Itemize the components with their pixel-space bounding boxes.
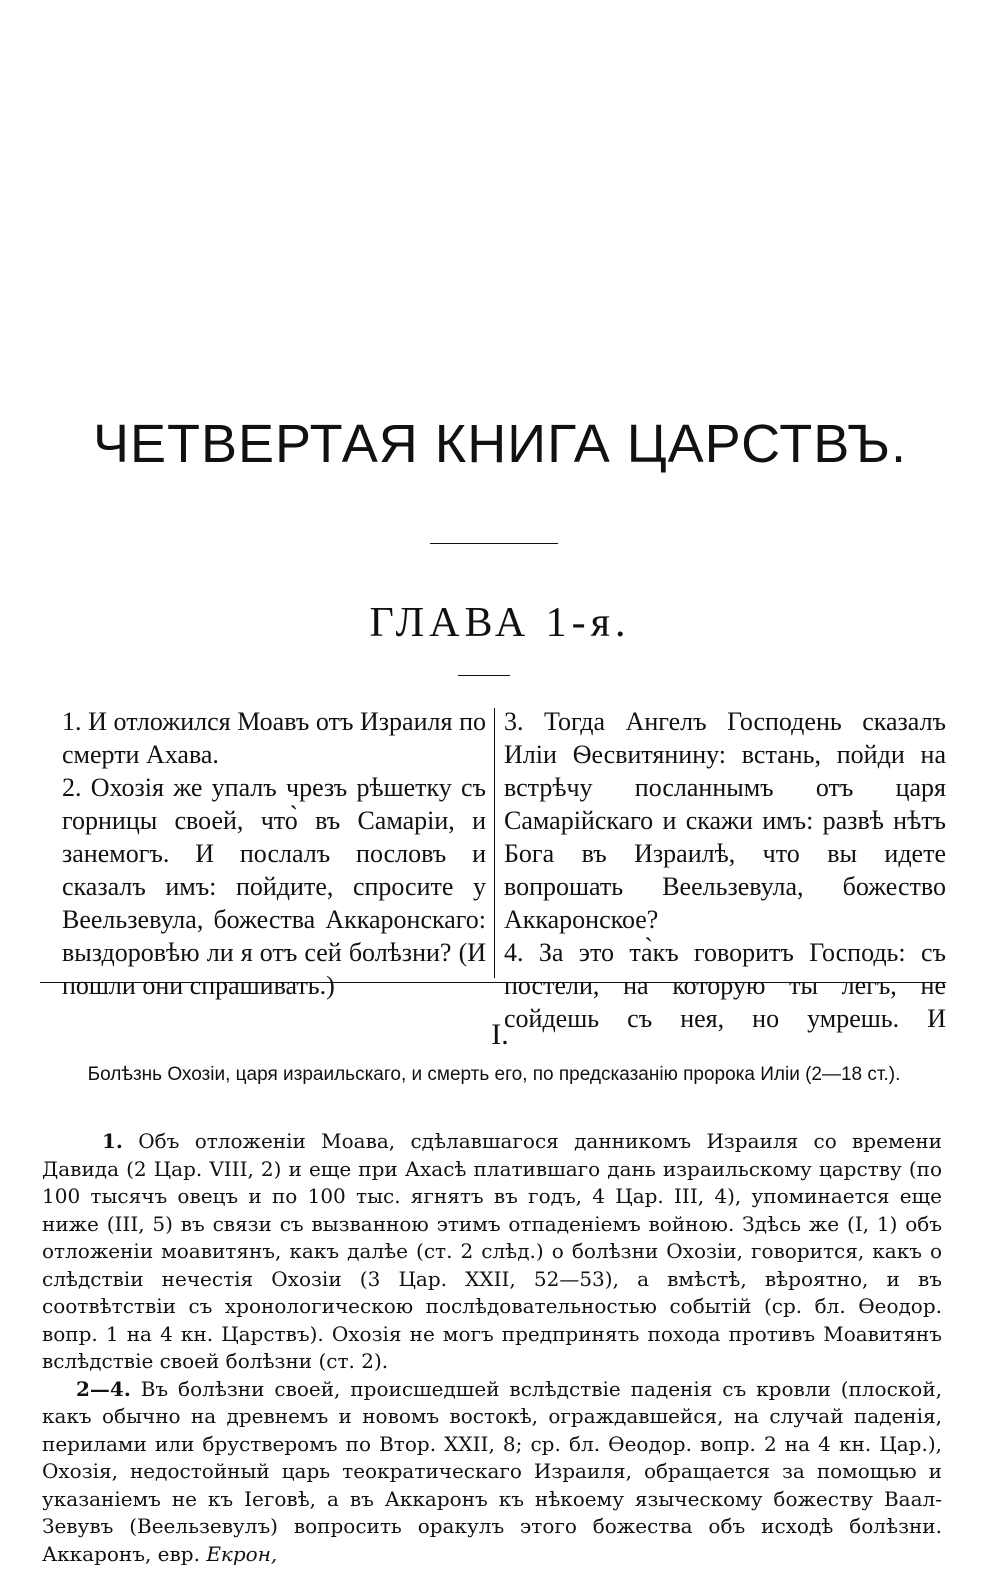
- text-column-right: [504, 705, 946, 1035]
- text-bottom-rule: [40, 982, 946, 983]
- commentary: [42, 1128, 942, 1568]
- section-number: I.: [491, 1018, 509, 1051]
- chapter-title: ГЛАВА 1-я.: [369, 600, 631, 646]
- chapter-rule: [458, 675, 510, 676]
- verse-1: 1. И отложился Моавъ отъ Израиля по смерти Ахава.: [62, 707, 486, 769]
- verse-4: 4. За это та̀къ говоритъ Господь: съ постели, на которую ты легъ, не сойдешь съ нея, но умрешь. И: [504, 938, 946, 1033]
- commentary-paragraph-2: [42, 1376, 942, 1569]
- book-title: ЧЕТВЕРТАЯ КНИГА ЦАРСТВЪ.: [92, 414, 908, 474]
- column-divider: [494, 708, 495, 978]
- section-heading: Болѣзнь Охозіи, царя израильскаго, и смерть его, по предсказанію пророка Иліи (2—18 ст.).: [87, 1064, 901, 1085]
- commentary-text: Въ болѣзни своей, происшедшей вслѣдствіе паденія съ кровли (плоской, какъ обычно на древнемъ и новомъ востокѣ, ограждавшейся, на случай паденія, перилами или брустверомъ по Втор. XXII, 8; ср. бл. Ѳеодор. вопр. 2 на 4 кн. Цар.), Охозія, недостойный царь теократическаго Израиля, обращается за помощью и указаніемъ не къ Іеговѣ, а въ Аккаронъ къ нѣкоему языческому божеству Ваал-Зевувъ (Веельзевулъ) вопросить оракулъ этого божества объ исходѣ болѣзни. Аккаронъ, евр.: [42, 1376, 943, 1566]
- verse-3: 3. Тогда Ангелъ Господень сказалъ Иліи Ѳесвитянину: встань, пойди на встрѣчу посланнымъ отъ царя Самарійскаго и скажи имъ: развѣ нѣтъ Бога въ Израилѣ, что вы идете вопрошать Веельзевула, божество Аккаронское?: [504, 707, 946, 934]
- title-rule: [430, 543, 558, 544]
- commentary-text: Объ отложеніи Моава, сдѣлавшагося данникомъ Израиля со времени Давида (2 Цар. VIII, 2) и еще при Ахасѣ платившаго дань израильскому царству (по 100 тысячъ овецъ и по 100 тыс. ягнятъ въ годъ, 4 Цар. III, 4), упоминается еще ниже (III, 5) въ связи съ вызванною этимъ отпаденіемъ войною. Здѣсь же (I, 1) объ отложеніи моавитянъ, какъ далѣе (ст. 2 слѣд.) о болѣзни Охозіи, говорится, какъ о слѣдствіи нечестія Охозіи (3 Цар. XXII, 52—53), а вмѣстѣ, вѣроятно, и въ соотвѣтствіи съ хронологическою послѣдовательностью событій (ср. бл. Ѳеодор. вопр. 1 на 4 кн. Царствъ). Охозія не могъ предпринять похода противъ Моавитянъ вслѣдствіе своей болѣзни (ст. 2).: [42, 1129, 943, 1373]
- commentary-verse-ref: 2—4.: [76, 1376, 131, 1401]
- commentary-paragraph-1: [42, 1128, 942, 1376]
- commentary-hebrew-term: Екрон,: [206, 1541, 278, 1566]
- commentary-verse-ref: 1.: [102, 1129, 123, 1153]
- verse-2: 2. Охозія же упалъ чрезъ рѣшетку съ горницы своей, что̀ въ Самаріи, и занемогъ. И послалъ пословъ и сказалъ имъ: пойдите, спросите у Веельзевула, божества Аккаронскаго: выздоровѣю ли я отъ сей болѣзни? (И пошли они спрашивать.): [62, 773, 486, 1000]
- text-column-left: [62, 705, 486, 1002]
